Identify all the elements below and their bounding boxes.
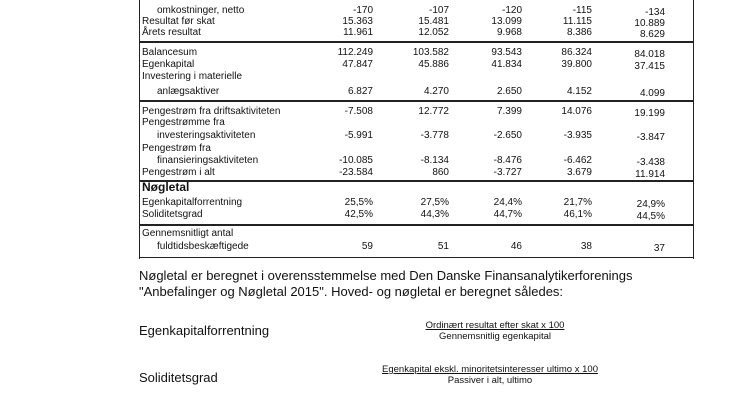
table-row [142,71,694,82]
cell-value: -3.778 [420,130,449,141]
cell-value: -10.085 [339,155,373,166]
row-label: Pengestrømme fra [142,117,225,128]
clipped-row-fragment [142,0,694,3]
cell-value: 3.679 [566,167,592,178]
cell-value: 39.800 [561,59,592,70]
row-label: Investering i materielle [142,71,243,82]
cell-value: 4.270 [423,86,449,97]
formula-fraction [395,320,595,342]
cell-value: 47.847 [342,59,373,70]
cell-value: 15.363 [342,16,373,27]
row-label: omkostninger, netto [157,5,245,16]
cell-value: 13.099 [491,16,522,27]
row-label: Årets resultat [142,27,201,38]
cell-value: -23.584 [339,167,373,178]
note-line-1: Nøgletal er beregnet i overensstemmelse med Den Danske Finansanalytikerforenings [139,268,633,283]
row-label: Resultat før skat [142,16,215,27]
cell-value: 37 [653,243,665,254]
section-divider [139,224,694,226]
row-label: anlægsaktiver [157,86,220,97]
cell-value: 11.914 [635,169,665,180]
cell-value: 45.886 [418,59,449,70]
row-label: Egenkapital [142,59,195,70]
row-label: Gennemsnitligt antal [142,228,234,239]
cell-value: -5.991 [344,130,373,141]
cell-value: 14.076 [561,106,592,117]
table-row [142,130,694,141]
cell-value: 10.889 [634,18,665,29]
cell-value: 44,3% [420,209,449,220]
cell-value: -6.462 [563,155,592,166]
cell-value: 59 [361,241,373,252]
table-row [142,155,694,166]
table-row [142,228,694,239]
formula-label: Soliditetsgrad [139,370,218,385]
cell-value: 860 [432,167,449,178]
cell-value: 42,5% [344,209,373,220]
cell-value: 46,1% [563,209,592,220]
row-label: fuldtidsbeskæftigede [157,241,249,252]
cell-value: -3.935 [563,130,592,141]
formula-label: Egenkapitalforrentning [139,323,270,338]
cell-value: 86.324 [561,47,592,58]
cell-value: -3.438 [636,157,665,168]
row-label: Pengestrøm fra [142,143,211,154]
table-row [142,47,694,58]
cell-value: 8.386 [566,27,592,38]
cell-value: -3.727 [493,167,522,178]
cell-value: 44,5% [636,211,665,222]
cell-value: 11.115 [562,16,592,27]
table-row [142,182,694,196]
cell-value: -3.847 [636,132,665,143]
cell-value: 46 [510,241,522,252]
cell-value: -2.650 [493,130,522,141]
cell-value: 37.415 [634,61,665,72]
cell-value: -170 [352,5,373,16]
cell-value: -8.476 [493,155,522,166]
cell-value: 2.650 [496,86,522,97]
formula-denominator: Passiver i alt, ultimo [447,375,533,386]
cell-value: 7.399 [496,106,522,117]
cell-value: 8.629 [639,29,665,40]
cell-value: 51 [437,241,449,252]
table-row [142,5,694,16]
cell-value: 103.582 [412,47,449,58]
cell-value: 12.772 [418,106,449,117]
table-row [142,241,694,252]
row-label: Pengestrøm i alt [142,167,215,178]
table-row [142,197,694,208]
cell-value: -7.508 [344,106,373,117]
cell-value: 25,5% [344,197,373,208]
table-row [142,117,694,128]
table-row [142,106,694,117]
cell-value: 112.249 [337,47,373,58]
cell-value: 24,4% [493,197,522,208]
cell-value: 9.968 [496,27,522,38]
cell-value: -134 [644,7,665,18]
cell-value: 11.961 [343,27,373,38]
table-row [142,209,694,220]
table-bottom-border [139,257,694,258]
cell-value: -115 [572,5,592,16]
cell-value: 44,7% [493,209,522,220]
row-label: investeringsaktiviteten [157,130,256,141]
cell-value: 84.018 [634,49,665,60]
row-label: Soliditetsgrad [142,209,203,220]
formula-numerator: Ordinært resultat efter skat x 100 [425,320,565,331]
cell-value: 19.199 [634,108,665,119]
table-row [142,167,694,178]
cell-value: -8.134 [420,155,449,166]
table-row [142,86,694,97]
section-heading: Nøgletal [142,180,190,194]
row-label: Pengestrøm fra driftsaktiviteten [142,106,281,117]
cell-value: 38 [580,241,592,252]
cell-value: 27,5% [420,197,449,208]
row-label: finansieringsaktiviteten [157,155,259,166]
table-row [142,143,694,154]
cell-value: -120 [501,5,522,16]
table-row [142,27,694,38]
row-label: Balancesum [142,47,198,58]
section-divider [139,100,694,102]
cell-value: -107 [428,5,449,16]
cell-value: 41.834 [491,59,522,70]
cell-value: 6.827 [347,86,373,97]
cell-value: 93.543 [491,47,522,58]
cell-value: 24,9% [636,199,665,210]
table-row [142,59,694,70]
formula-numerator: Egenkapital ekskl. minoritetsinteresser ultimo x 100 [382,364,598,375]
formula-fraction [360,364,620,386]
table-row [142,16,694,27]
cell-value: 4.099 [639,88,665,99]
cell-value: 4.152 [566,86,592,97]
formula-denominator: Gennemsnitlig egenkapital [439,331,551,342]
section-divider [139,41,694,43]
cell-value: 21,7% [563,197,592,208]
cell-value: 12.052 [418,27,449,38]
row-label: Egenkapitalforrentning [142,197,243,208]
note-line-2: "Anbefalinger og Nøgletal 2015". Hoved- og nøgletal er beregnet således: [139,284,564,299]
cell-value: 15.481 [418,16,449,27]
